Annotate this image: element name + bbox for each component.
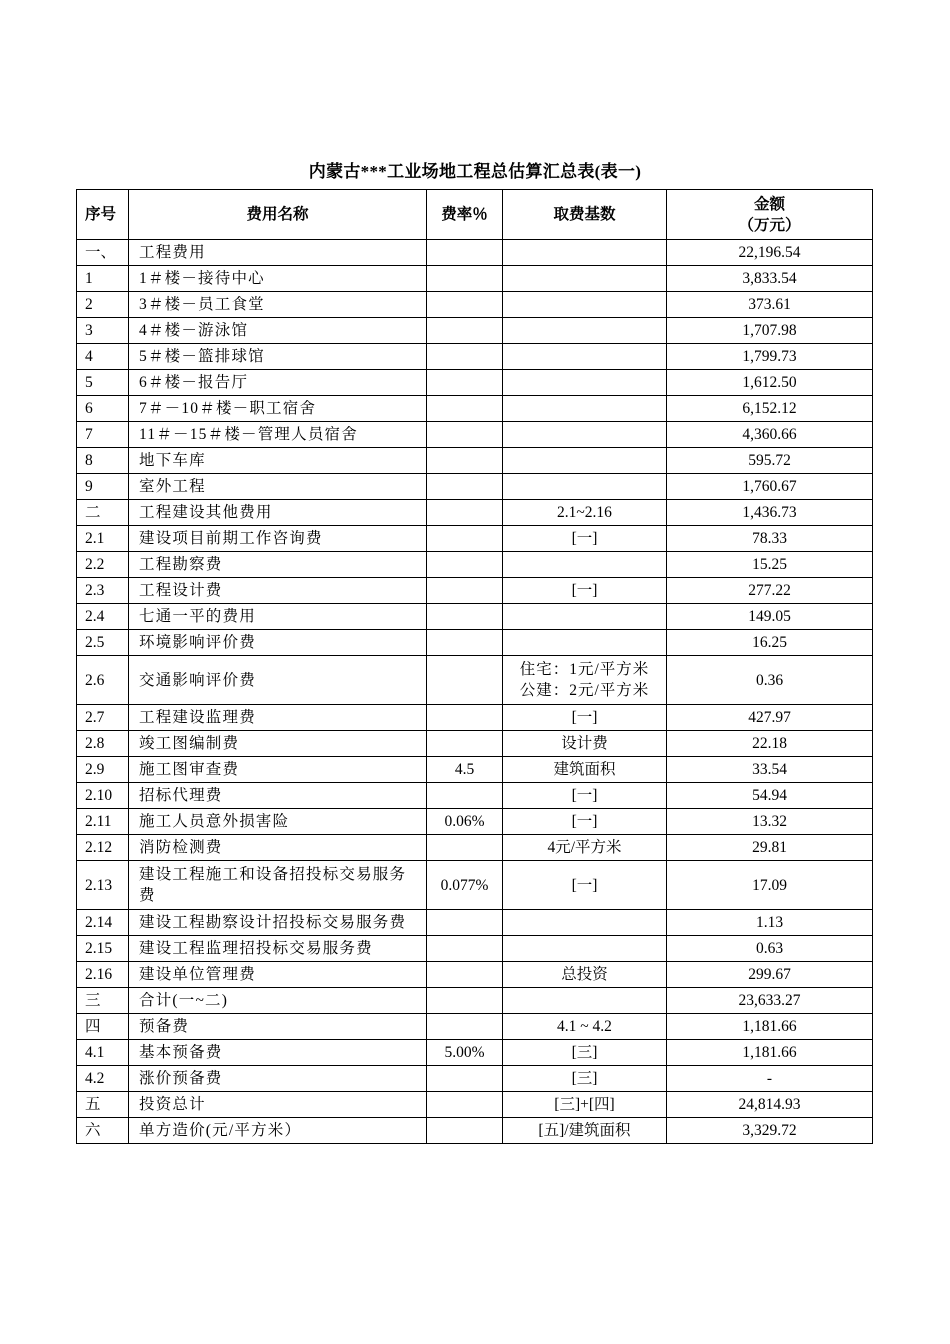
seq-cell: 五: [77, 1092, 129, 1118]
rate-cell: [427, 500, 503, 526]
seq-cell: 2.9: [77, 757, 129, 783]
table-row: [77, 292, 873, 318]
table-row: [77, 936, 873, 962]
basis-cell: 2.1~2.16: [503, 500, 667, 526]
seq-cell: 1: [77, 266, 129, 292]
header-seq: 序号: [77, 190, 129, 240]
basis-cell: [一]: [503, 526, 667, 552]
name-cell: 预备费: [129, 1014, 427, 1040]
basis-cell: 4.1 ~ 4.2: [503, 1014, 667, 1040]
table-row: [77, 809, 873, 835]
table-row: [77, 500, 873, 526]
seq-cell: 二: [77, 500, 129, 526]
name-cell: 工程勘察费: [129, 552, 427, 578]
name-cell: 交通影响评价费: [129, 656, 427, 705]
name-cell: 七通一平的费用: [129, 604, 427, 630]
seq-cell: 2.4: [77, 604, 129, 630]
basis-cell: [503, 988, 667, 1014]
table-row: [77, 1118, 873, 1144]
table-row: [77, 731, 873, 757]
amount-cell: 1.13: [667, 910, 873, 936]
seq-cell: 一、: [77, 240, 129, 266]
rate-cell: [427, 1092, 503, 1118]
amount-cell: 427.97: [667, 705, 873, 731]
seq-cell: 8: [77, 448, 129, 474]
amount-cell: 373.61: [667, 292, 873, 318]
table-row: [77, 962, 873, 988]
amount-cell: 149.05: [667, 604, 873, 630]
amount-cell: 0.63: [667, 936, 873, 962]
amount-cell: 595.72: [667, 448, 873, 474]
rate-cell: [427, 705, 503, 731]
basis-cell: [503, 910, 667, 936]
seq-cell: 六: [77, 1118, 129, 1144]
table-body: [77, 240, 873, 1144]
basis-cell: [503, 474, 667, 500]
table-row: [77, 422, 873, 448]
rate-cell: [427, 962, 503, 988]
amount-cell: 3,833.54: [667, 266, 873, 292]
basis-cell: [503, 318, 667, 344]
table-row: [77, 988, 873, 1014]
basis-cell: [三]: [503, 1066, 667, 1092]
amount-cell: 24,814.93: [667, 1092, 873, 1118]
amount-cell: 54.94: [667, 783, 873, 809]
rate-cell: [427, 292, 503, 318]
name-cell: 建设单位管理费: [129, 962, 427, 988]
table-row: [77, 910, 873, 936]
table-row: [77, 370, 873, 396]
table-row: [77, 1040, 873, 1066]
rate-cell: [427, 266, 503, 292]
amount-cell: 1,436.73: [667, 500, 873, 526]
name-cell: 竣工图编制费: [129, 731, 427, 757]
amount-cell: 4,360.66: [667, 422, 873, 448]
name-cell: 建设工程施工和设备招投标交易服务费: [129, 861, 427, 910]
table-row: [77, 604, 873, 630]
seq-cell: 2.11: [77, 809, 129, 835]
basis-cell: [503, 448, 667, 474]
table-row: [77, 835, 873, 861]
basis-cell: [503, 604, 667, 630]
seq-cell: 2.15: [77, 936, 129, 962]
rate-cell: 0.077%: [427, 861, 503, 910]
rate-cell: 4.5: [427, 757, 503, 783]
basis-cell: [503, 266, 667, 292]
name-cell: 涨价预备费: [129, 1066, 427, 1092]
seq-cell: 9: [77, 474, 129, 500]
seq-cell: 2.7: [77, 705, 129, 731]
seq-cell: 四: [77, 1014, 129, 1040]
basis-cell: [一]: [503, 578, 667, 604]
rate-cell: [427, 344, 503, 370]
name-cell: 工程建设其他费用: [129, 500, 427, 526]
rate-cell: [427, 630, 503, 656]
table-header-row: [77, 190, 873, 240]
amount-cell: 13.32: [667, 809, 873, 835]
table-row: [77, 1014, 873, 1040]
basis-cell: 设计费: [503, 731, 667, 757]
rate-cell: [427, 396, 503, 422]
amount-cell: 0.36: [667, 656, 873, 705]
rate-cell: [427, 1066, 503, 1092]
name-cell: 工程建设监理费: [129, 705, 427, 731]
rate-cell: [427, 656, 503, 705]
name-cell: 1＃楼－接待中心: [129, 266, 427, 292]
seq-cell: 5: [77, 370, 129, 396]
table-row: [77, 240, 873, 266]
name-cell: 环境影响评价费: [129, 630, 427, 656]
basis-cell: [503, 552, 667, 578]
basis-cell: [一]: [503, 783, 667, 809]
amount-cell: 22.18: [667, 731, 873, 757]
amount-cell: 3,329.72: [667, 1118, 873, 1144]
rate-cell: [427, 552, 503, 578]
seq-cell: 7: [77, 422, 129, 448]
basis-cell: [一]: [503, 861, 667, 910]
seq-cell: 4: [77, 344, 129, 370]
seq-cell: 2.6: [77, 656, 129, 705]
table-row: [77, 448, 873, 474]
basis-cell: [503, 936, 667, 962]
seq-cell: 2.3: [77, 578, 129, 604]
name-cell: 4＃楼－游泳馆: [129, 318, 427, 344]
seq-cell: 2.12: [77, 835, 129, 861]
name-cell: 投资总计: [129, 1092, 427, 1118]
amount-cell: 17.09: [667, 861, 873, 910]
name-cell: 6＃楼－报告厅: [129, 370, 427, 396]
name-cell: 建设工程监理招投标交易服务费: [129, 936, 427, 962]
amount-cell: 1,181.66: [667, 1014, 873, 1040]
rate-cell: [427, 448, 503, 474]
table-row: [77, 526, 873, 552]
rate-cell: [427, 1014, 503, 1040]
table-row: [77, 552, 873, 578]
basis-cell: [503, 630, 667, 656]
name-cell: 工程费用: [129, 240, 427, 266]
table-row: [77, 266, 873, 292]
basis-cell: [一]: [503, 705, 667, 731]
rate-cell: [427, 783, 503, 809]
basis-cell: 总投资: [503, 962, 667, 988]
seq-cell: 2.5: [77, 630, 129, 656]
table-row: [77, 474, 873, 500]
rate-cell: [427, 604, 503, 630]
header-amount: [667, 190, 873, 240]
rate-cell: [427, 370, 503, 396]
rate-cell: 5.00%: [427, 1040, 503, 1066]
basis-cell: 4元/平方米: [503, 835, 667, 861]
header-amount-unit: （万元）: [738, 216, 801, 234]
page-title: 内蒙古***工业场地工程总估算汇总表(表一): [308, 162, 642, 181]
basis-cell: [503, 656, 667, 705]
basis-cell: [503, 422, 667, 448]
amount-cell: 16.25: [667, 630, 873, 656]
table-row: [77, 578, 873, 604]
header-amount-label: 金额: [753, 195, 785, 213]
header-basis: 取费基数: [503, 190, 667, 240]
rate-cell: [427, 910, 503, 936]
header-rate: 费率％: [427, 190, 503, 240]
amount-cell: 299.67: [667, 962, 873, 988]
seq-cell: 三: [77, 988, 129, 1014]
table-row: [77, 783, 873, 809]
amount-cell: 6,152.12: [667, 396, 873, 422]
rate-cell: [427, 474, 503, 500]
name-cell: 施工图审查费: [129, 757, 427, 783]
name-cell: 地下车库: [129, 448, 427, 474]
cost-summary-table: [76, 189, 873, 1144]
rate-cell: [427, 1118, 503, 1144]
rate-cell: [427, 318, 503, 344]
rate-cell: [427, 526, 503, 552]
name-cell: 7＃－10＃楼－职工宿舍: [129, 396, 427, 422]
rate-cell: [427, 936, 503, 962]
amount-cell: 1,707.98: [667, 318, 873, 344]
name-cell: 施工人员意外损害险: [129, 809, 427, 835]
amount-cell: 78.33: [667, 526, 873, 552]
basis-cell: [503, 292, 667, 318]
basis-cell: [五]/建筑面积: [503, 1118, 667, 1144]
name-cell: 招标代理费: [129, 783, 427, 809]
seq-cell: 2.2: [77, 552, 129, 578]
rate-cell: [427, 988, 503, 1014]
table-row: [77, 396, 873, 422]
table-row: [77, 318, 873, 344]
amount-cell: 22,196.54: [667, 240, 873, 266]
amount-cell: 1,612.50: [667, 370, 873, 396]
seq-cell: 2.8: [77, 731, 129, 757]
amount-cell: -: [667, 1066, 873, 1092]
basis-cell: [503, 240, 667, 266]
basis-cell: [503, 344, 667, 370]
amount-cell: 1,181.66: [667, 1040, 873, 1066]
name-cell: 工程设计费: [129, 578, 427, 604]
amount-cell: 15.25: [667, 552, 873, 578]
seq-cell: 6: [77, 396, 129, 422]
amount-cell: 1,799.73: [667, 344, 873, 370]
table-row: [77, 1092, 873, 1118]
amount-cell: 1,760.67: [667, 474, 873, 500]
seq-cell: 2: [77, 292, 129, 318]
rate-cell: 0.06%: [427, 809, 503, 835]
name-cell: 建设工程勘察设计招投标交易服务费: [129, 910, 427, 936]
basis-cell: [503, 396, 667, 422]
basis-cell: [503, 370, 667, 396]
seq-cell: 4.1: [77, 1040, 129, 1066]
header-name: 费用名称: [129, 190, 427, 240]
amount-cell: 33.54: [667, 757, 873, 783]
basis-cell: 建筑面积: [503, 757, 667, 783]
name-cell: 消防检测费: [129, 835, 427, 861]
table-row: [77, 1066, 873, 1092]
amount-cell: 277.22: [667, 578, 873, 604]
table-row: [77, 861, 873, 910]
table-row: [77, 630, 873, 656]
basis-cell: [三]: [503, 1040, 667, 1066]
name-cell: 3＃楼－员工食堂: [129, 292, 427, 318]
rate-cell: [427, 731, 503, 757]
seq-cell: 2.1: [77, 526, 129, 552]
rate-cell: [427, 578, 503, 604]
rate-cell: [427, 835, 503, 861]
name-cell: 合计(一~二): [129, 988, 427, 1014]
amount-cell: 23,633.27: [667, 988, 873, 1014]
name-cell: 5＃楼－篮排球馆: [129, 344, 427, 370]
basis-cell: [三]+[四]: [503, 1092, 667, 1118]
seq-cell: 2.10: [77, 783, 129, 809]
seq-cell: 3: [77, 318, 129, 344]
table-row: [77, 656, 873, 705]
rate-cell: [427, 422, 503, 448]
name-cell: 基本预备费: [129, 1040, 427, 1066]
seq-cell: 2.16: [77, 962, 129, 988]
name-cell: 建设项目前期工作咨询费: [129, 526, 427, 552]
amount-cell: 29.81: [667, 835, 873, 861]
basis-line: 住宅：1元/平方米: [519, 661, 650, 678]
seq-cell: 2.13: [77, 861, 129, 910]
table-row: [77, 705, 873, 731]
seq-cell: 4.2: [77, 1066, 129, 1092]
name-cell: 室外工程: [129, 474, 427, 500]
basis-cell: [一]: [503, 809, 667, 835]
name-cell: 单方造价(元/平方米）: [129, 1118, 427, 1144]
seq-cell: 2.14: [77, 910, 129, 936]
table-row: [77, 757, 873, 783]
rate-cell: [427, 240, 503, 266]
name-cell: 11＃－15＃楼－管理人员宿舍: [129, 422, 427, 448]
basis-line: 公建：2元/平方米: [519, 682, 650, 699]
table-row: [77, 344, 873, 370]
